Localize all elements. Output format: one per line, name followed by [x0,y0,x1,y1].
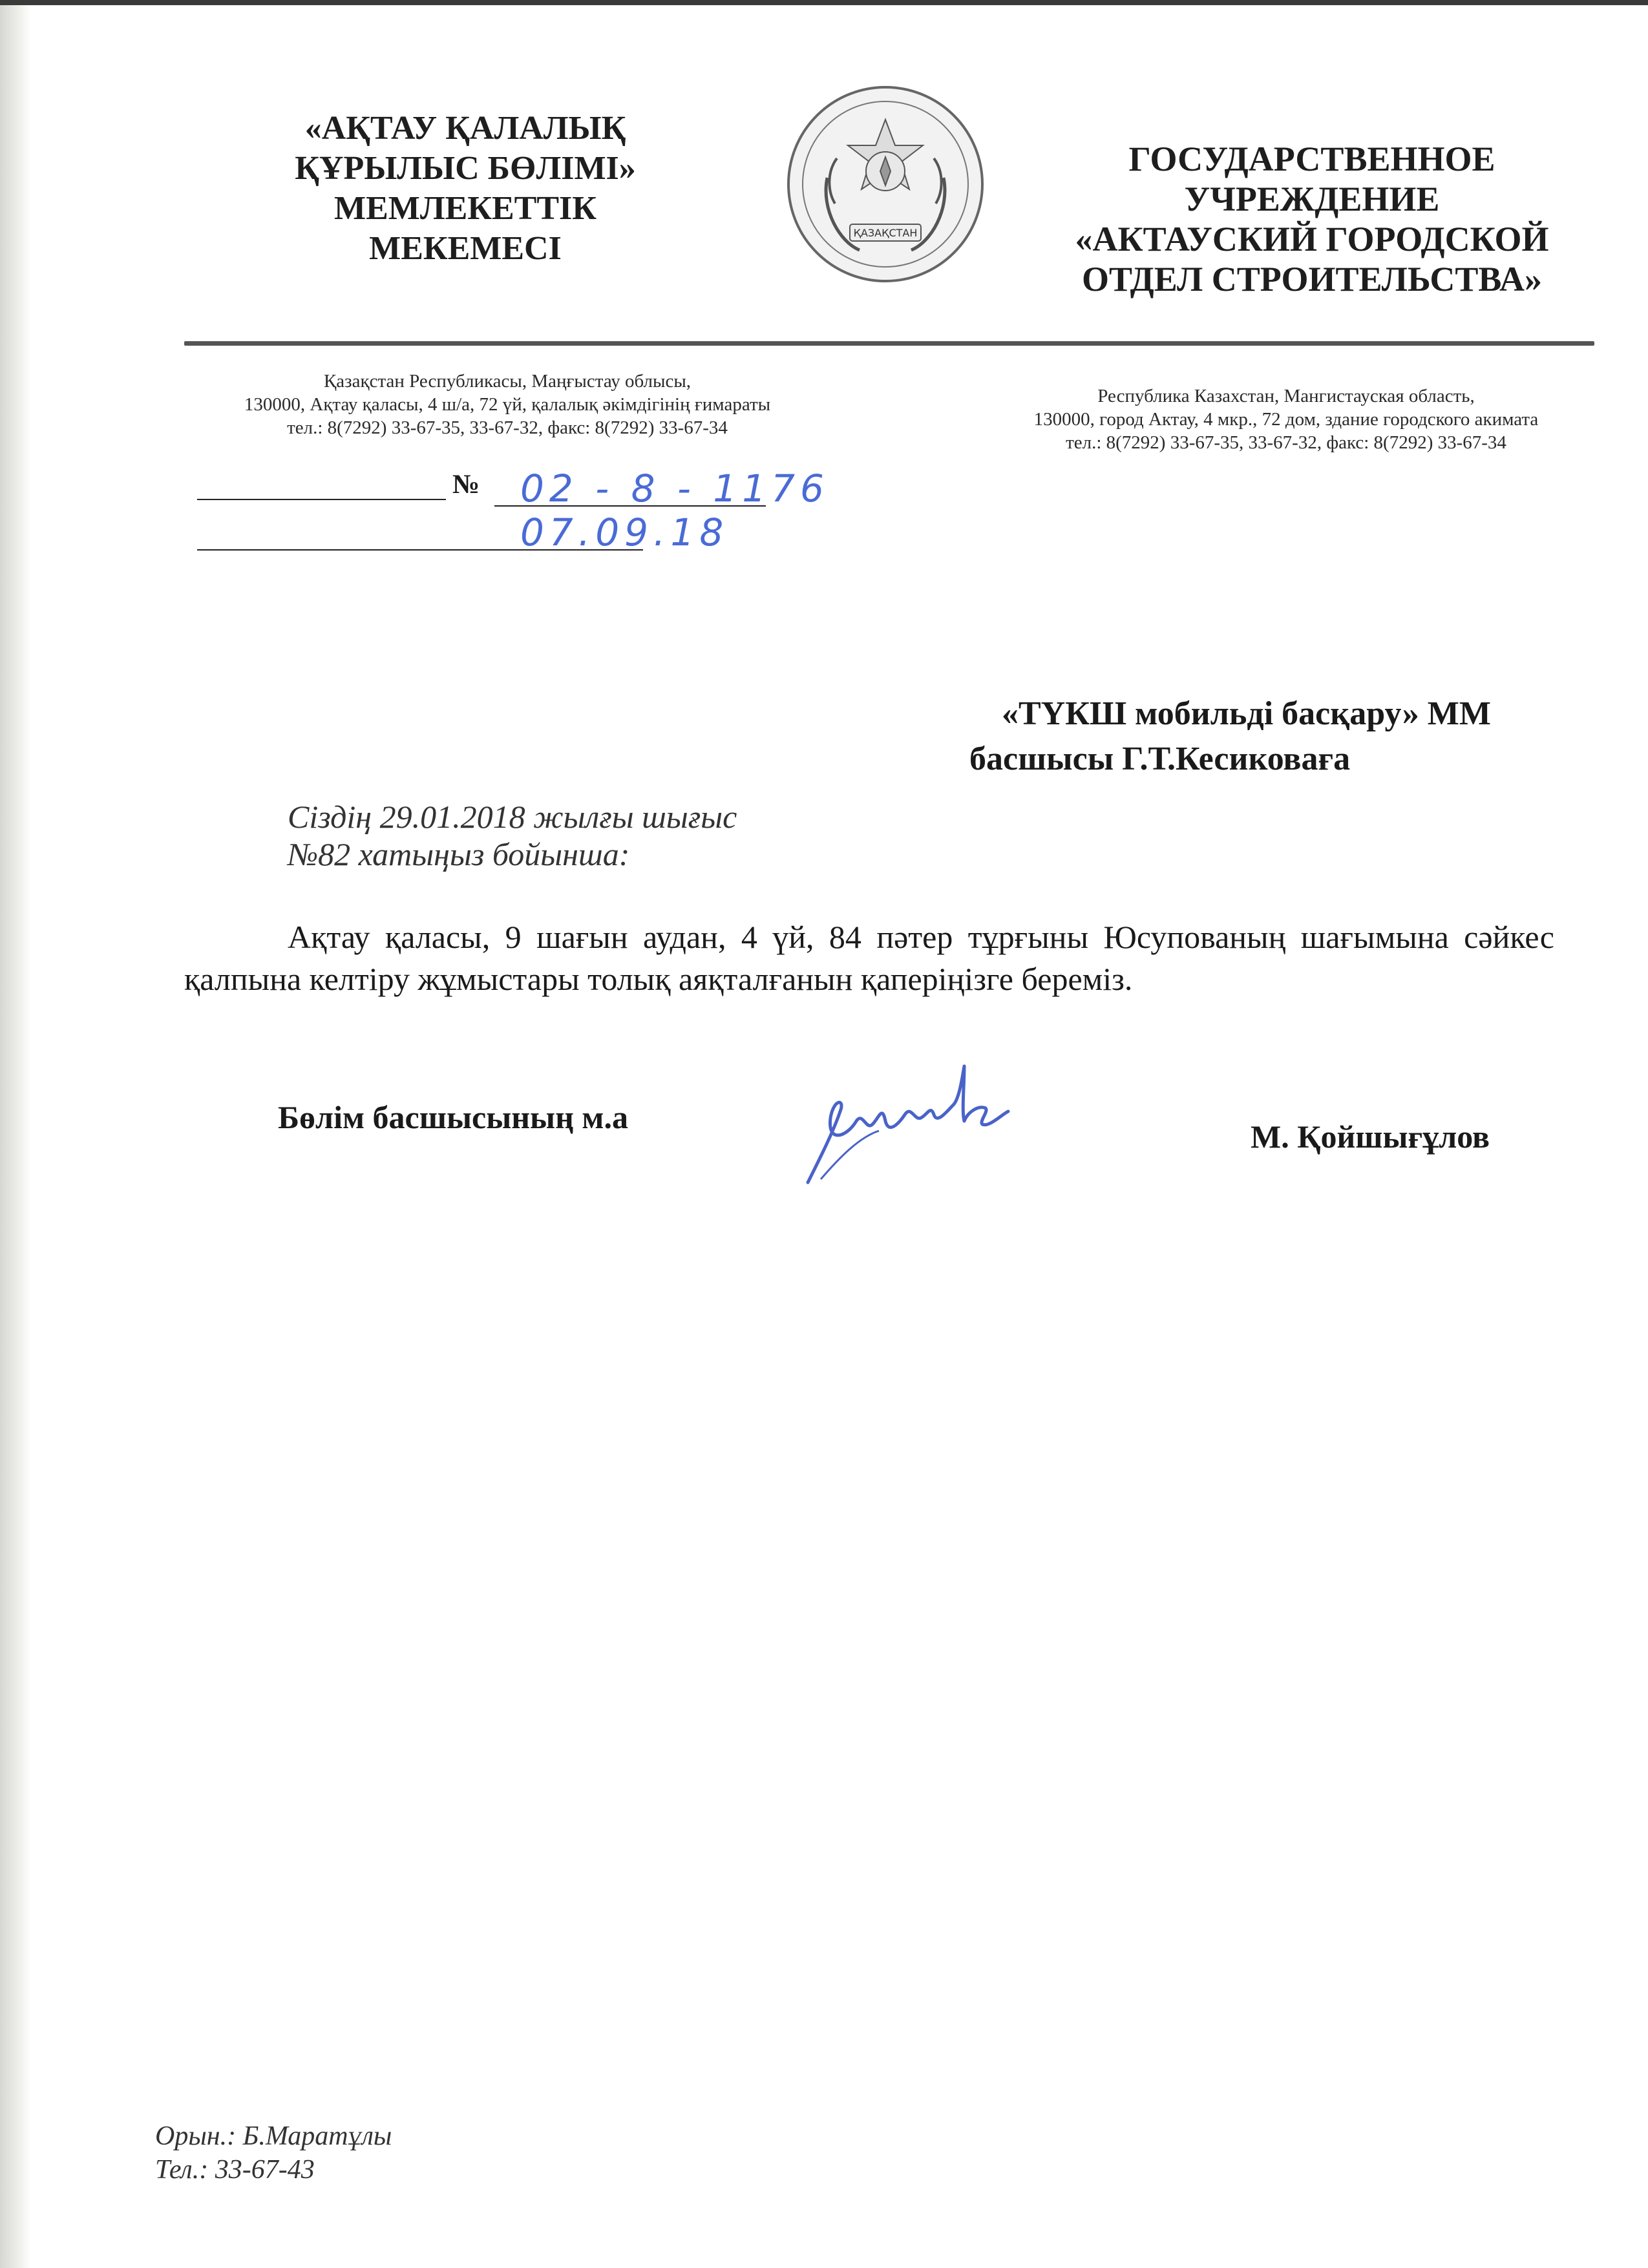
registration-date: 07.09.18 [520,510,729,554]
kz-org-line: «АҚТАУ ҚАЛАЛЫҚ [304,110,626,147]
ru-address-line: Республика Казахстан, Мангистауская область, [1097,386,1475,406]
registration-number: 02 - 8 - 1176 [520,467,829,510]
ru-organization-title [1066,139,1558,299]
kz-address [187,370,827,439]
executor-info [155,2119,392,2187]
ru-org-line: ОТДЕЛ СТРОИТЕЛЬСТВА» [1081,260,1543,299]
addressee-line: «ТҮКШ мобильді басқару» ММ [1002,695,1491,732]
ru-org-line: ГОСУДАРСТВЕННОЕ [1128,140,1495,178]
scan-edge-top [0,0,1648,5]
state-emblem-icon [782,81,989,288]
ru-address-line: 130000, город Актау, 4 мкр., 72 дом, здание городского акимата [1033,409,1539,430]
registration-number-sign: № [452,470,480,499]
kz-address-line: тел.: 8(7292) 33-67-35, 33-67-32, факс: 8(7292) 33-67-34 [287,417,728,438]
reference [288,798,737,873]
kz-org-line: ҚҰРЫЛЫС БӨЛІМІ» [295,150,636,187]
kz-address-line: Қазақстан Республикасы, Маңғыстау облысы, [323,371,692,392]
executor-line: Орын.: Б.Маратұлы [155,2121,392,2151]
kz-address-line: 130000, Ақтау қаласы, 4 ш/а, 72 үй, қалалық әкімдігінің ғимараты [244,394,771,415]
signatory-role: Бөлім басшысының м.а [278,1099,628,1135]
executor-line: Тел.: 33-67-43 [155,2155,315,2185]
kz-organization-title [259,109,672,269]
reference-line: №82 хатыңыз бойынша: [288,836,630,872]
registration-blank-line [197,499,446,500]
handwritten-signature [795,1060,1041,1195]
reference-line: Сіздің 29.01.2018 жылғы шығыс [288,799,737,835]
kz-org-line: МЕМЛЕКЕТТІК [334,190,597,227]
addressee-line: басшысы Г.Т.Кесиковаға [969,740,1351,777]
signatory-name: М. Қойшығұлов [1251,1118,1490,1155]
addressee [969,691,1577,782]
scan-edge-left [0,0,31,2268]
header-divider [184,341,1594,346]
ru-org-line: «АКТАУСКИЙ ГОРОДСКОЙ [1075,220,1549,258]
kz-org-line: МЕКЕМЕСІ [369,230,562,267]
letter-body: Ақтау қаласы, 9 шағын аудан, 4 үй, 84 пәтер тұрғыны Юсупованың шағымына сәйкес қалпына келтіру жұмыстары толық аяқталғанын қаперіңізге береміз. [184,919,1554,997]
ru-address [989,384,1583,454]
ru-address-line: тел.: 8(7292) 33-67-35, 33-67-32, факс: 8(7292) 33-67-34 [1066,432,1506,453]
emblem-label: ҚАЗАҚСТАН [853,227,918,239]
ru-org-line: УЧРЕЖДЕНИЕ [1184,180,1440,218]
